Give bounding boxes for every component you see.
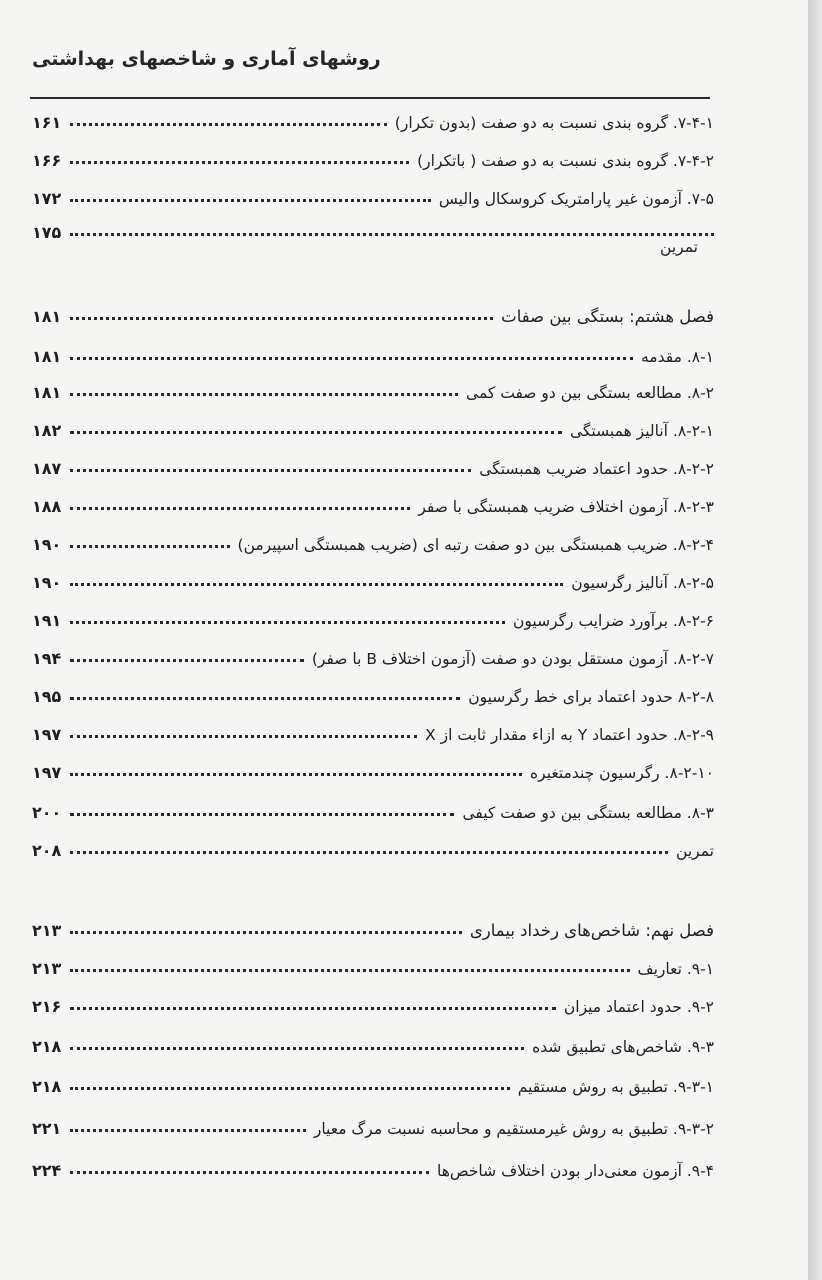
toc-leader-dots — [70, 813, 454, 816]
toc-entry-page: ۲۱۶ — [32, 997, 62, 1016]
toc-leader-dots — [70, 583, 563, 586]
toc-entry — [32, 522, 714, 556]
toc-entry-page: ۲۱۸ — [32, 1037, 62, 1056]
toc-entry-label: ۸-۲-۴. ضریب همبستگی بین دو صفت رتبه ای (ضریب همبستگی اسپیرمن) — [237, 536, 714, 554]
toc-entry-page: ۱۸۲ — [32, 421, 62, 440]
chapter-title: فصل نهم: شاخص‌های رخداد بیماری — [469, 921, 714, 940]
toc-entry — [32, 294, 714, 328]
toc-entry — [32, 674, 714, 708]
toc-leader-dots — [70, 393, 458, 396]
toc-entry-label: ۸-۲-۱. آنالیز همبستگی — [569, 422, 714, 440]
toc-entry — [32, 790, 714, 824]
toc-leader-dots — [70, 161, 409, 164]
toc-entry-page: ۱۶۶ — [32, 151, 62, 170]
toc-entry — [32, 712, 714, 746]
running-header-title: روشهای آماری و شاخصهای بهداشتی — [32, 48, 381, 70]
toc-entry — [32, 560, 714, 594]
toc-leader-dots — [70, 851, 668, 854]
toc-entry-label: ۹-۴. آزمون معنی‌دار بودن اختلاف شاخص‌ها — [436, 1162, 714, 1180]
toc-leader-dots — [70, 317, 493, 320]
toc-entry-label: ۸-۱. مقدمه — [641, 348, 714, 366]
toc-leader-dots — [70, 735, 417, 738]
toc-entry-page: ۱۹۷ — [32, 725, 62, 744]
toc-leader-dots — [70, 431, 562, 434]
header-rule — [30, 97, 710, 99]
toc-entry — [32, 408, 714, 442]
toc-entry — [32, 1064, 714, 1098]
toc-entry — [32, 828, 714, 862]
toc-entry-label: تمرین — [660, 238, 698, 256]
toc-entry-label: ۸-۲-۷. آزمون مستقل بودن دو صفت (آزمون اختلاف B با صفر) — [311, 650, 714, 668]
toc-entry-label: ۹-۱. تعاریف — [637, 960, 714, 978]
toc-entry — [32, 908, 714, 942]
toc-entry — [32, 100, 714, 134]
toc-entry-page: ۲۲۱ — [32, 1119, 62, 1138]
toc-entry-label: ۸-۳. مطالعه بستگی بین دو صفت کیفی — [462, 804, 714, 822]
toc-entry-label: ۷-۵. آزمون غیر پارامتریک کروسکال والیس — [438, 190, 714, 208]
toc-entry-page: ۲۱۳ — [32, 959, 62, 978]
toc-leader-dots — [70, 199, 431, 202]
toc-entry-page: ۱۸۸ — [32, 497, 62, 516]
chapter-title: فصل هشتم: بستگی بین صفات — [501, 307, 714, 326]
toc-entry-label: ۸-۲-۹. حدود اعتماد Y به ازاء مقدار ثابت از X — [425, 726, 714, 744]
toc-entry — [32, 1106, 714, 1140]
toc-entry — [32, 598, 714, 632]
toc-entry-label: ۸-۲-۱۰. رگرسیون چندمتغیره — [530, 764, 714, 782]
toc-entry-page: ۱۹۴ — [32, 649, 62, 668]
toc-entry-page: ۱۶۱ — [32, 113, 62, 132]
toc-entry — [32, 1148, 714, 1182]
toc-entry-label: ۸-۲-۸ حدود اعتماد برای خط رگرسیون — [468, 688, 714, 706]
toc-leader-dots — [70, 1171, 429, 1174]
toc-entry-page: ۱۹۱ — [32, 611, 62, 630]
toc-entry-page: ۱۸۱ — [32, 383, 62, 402]
toc-entry-page: ۱۹۷ — [32, 763, 62, 782]
toc-entry-page: ۱۹۰ — [32, 535, 62, 554]
toc-entry-page: ۲۰۰ — [32, 803, 62, 822]
toc-leader-dots — [70, 931, 462, 934]
toc-entry — [32, 1024, 714, 1058]
toc-entry-page: ۲۱۸ — [32, 1077, 62, 1096]
toc-entry — [32, 636, 714, 670]
page-edge — [808, 0, 822, 1280]
toc-entry-page: ۱۸۱ — [32, 307, 62, 326]
toc-entry-label: ۸-۲-۳. آزمون اختلاف ضریب همبستگی با صفر — [418, 498, 714, 516]
toc-entry-page: ۱۸۱ — [32, 347, 62, 366]
toc-leader-dots — [70, 773, 522, 776]
toc-leader-dots — [70, 659, 304, 662]
toc-entry-label: ۸-۲-۵. آنالیز رگرسیون — [571, 574, 714, 592]
toc-entry — [32, 370, 714, 404]
toc-leader-dots — [70, 1007, 556, 1010]
toc-leader-dots — [70, 969, 630, 972]
toc-entry-page: ۲۱۳ — [32, 921, 62, 940]
toc-entry-label: تمرین — [676, 842, 714, 860]
toc-entry-page: ۱۹۵ — [32, 687, 62, 706]
toc-entry-page: ۲۲۴ — [32, 1161, 62, 1180]
toc-entry — [32, 210, 714, 244]
toc-entry — [32, 334, 714, 368]
toc-entry — [32, 484, 714, 518]
toc-entry — [32, 984, 714, 1018]
toc-entry — [32, 176, 714, 210]
toc-leader-dots — [70, 1087, 510, 1090]
toc-leader-dots — [70, 1129, 306, 1132]
toc-leader-dots — [70, 507, 410, 510]
toc-entry-label: ۹-۳-۱. تطبیق به روش مستقیم — [517, 1078, 714, 1096]
toc-entry-label: ۸-۲-۲. حدود اعتماد ضریب همبستگی — [479, 460, 714, 478]
toc-leader-dots — [70, 233, 714, 236]
toc-entry-label: ۷-۴-۲. گروه بندی نسبت به دو صفت ( باتکرار) — [417, 152, 714, 170]
toc-entry-page: ۱۷۵ — [32, 223, 62, 242]
toc-entry-page: ۱۹۰ — [32, 573, 62, 592]
toc-entry-label: ۸-۲. مطالعه بستگی بین دو صفت کمی — [466, 384, 714, 402]
toc-leader-dots — [70, 697, 460, 700]
toc-entry — [32, 446, 714, 480]
toc-entry-label: ۹-۲. حدود اعتماد میزان — [563, 998, 714, 1016]
toc-leader-dots — [70, 123, 387, 126]
toc-leader-dots — [70, 545, 230, 548]
toc-entry-label: ۹-۳-۲. تطبیق به روش غیرمستقیم و محاسبه نسبت مرگ معیار — [313, 1120, 714, 1138]
toc-leader-dots — [70, 469, 471, 472]
toc-entry — [32, 138, 714, 172]
toc-entry-label: ۸-۲-۶. برآورد ضرایب رگرسیون — [513, 612, 714, 630]
toc-entry — [32, 750, 714, 784]
toc-leader-dots — [70, 357, 633, 360]
toc-leader-dots — [70, 621, 505, 624]
toc-entry-page: ۱۷۲ — [32, 189, 62, 208]
toc-entry-label: ۹-۳. شاخص‌های تطبیق شده — [532, 1038, 714, 1056]
toc-entry-label: ۷-۴-۱. گروه بندی نسبت به دو صفت (بدون تکرار) — [394, 114, 714, 132]
toc-entry-page: ۲۰۸ — [32, 841, 62, 860]
toc-entry-page: ۱۸۷ — [32, 459, 62, 478]
toc-entry — [32, 946, 714, 980]
toc-leader-dots — [70, 1047, 524, 1050]
